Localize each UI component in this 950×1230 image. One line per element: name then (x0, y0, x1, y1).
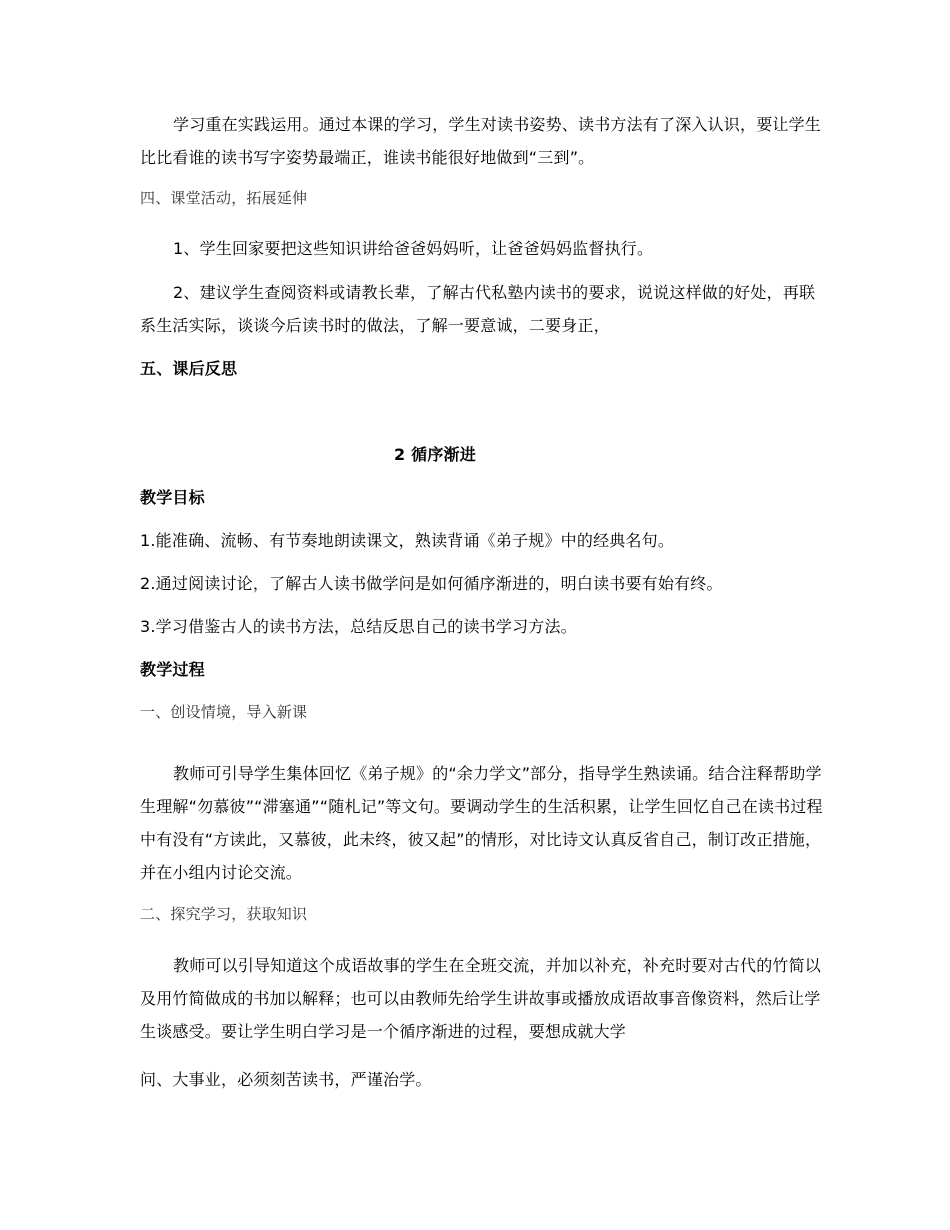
goal-item-3: 3.学习借鉴古人的读书方法，总结反思自己的读书学习方法。 (140, 617, 577, 636)
section-2-paragraph: 教师可以引导知道这个成语故事的学生在全班交流，并加以补充，补充时要对古代的竹简以及用竹简做成的书加以解释；也可以由教师先给学生讲故事或播放成语故事音像资料，然后让学生谈感受。要让学生明白学习是一个循序渐进的过程，要想成就大学 (140, 956, 822, 1041)
activity-item-2: 2、建议学生查阅资料或请教长辈，了解古代私塾内读书的要求，说说这样做的好处，再联系生活实际，谈谈今后读书时的做法，了解一要意诚，二要身正， (140, 283, 816, 335)
goal-item-1: 1.能准确、流畅、有节奏地朗读课文，熟读背诵《弟子规》中的经典名句。 (140, 531, 675, 550)
section-2-paragraph-tail: 问、大事业，必须刻苦读书，严谨治学。 (140, 1070, 432, 1089)
section-heading-2: 二、探究学习，获取知识 (140, 905, 308, 923)
section-1-paragraph: 教师可引导学生集体回忆《弟子规》的“余力学文”部分，指导学生熟读诵。结合注释帮助学生理解“勿慕彼”“滞塞通”“随札记”等文句。要调动学生的生活积累，让学生回忆自己在读书过程中有没有“方读此，又慕彼，此未终，彼又起”的情形，对比诗文认真反省自己，制订改正措施，并在小组内讨论交流。 (140, 764, 823, 882)
section-heading-activity: 四、课堂活动，拓展延伸 (140, 189, 308, 207)
heading-teaching-goals: 教学目标 (140, 488, 205, 507)
lesson-title: 2 循序渐进 (394, 445, 476, 464)
section-heading-1: 一、创设情境，导入新课 (140, 703, 308, 721)
activity-item-1: 1、学生回家要把这些知识讲给爸爸妈妈听，让爸爸妈妈监督执行。 (173, 239, 654, 258)
heading-teaching-process: 教学过程 (140, 660, 205, 679)
intro-paragraph: 学习重在实践运用。通过本课的学习，学生对读书姿势、读书方法有了深入认识，要让学生比比看谁的读书写字姿势最端正，谁读书能很好地做到“三到”。 (140, 115, 822, 167)
section-heading-reflection: 五、课后反思 (140, 359, 238, 378)
goal-item-2: 2.通过阅读讨论，了解古人读书做学问是如何循序渐进的，明白读书要有始有终。 (140, 574, 723, 593)
